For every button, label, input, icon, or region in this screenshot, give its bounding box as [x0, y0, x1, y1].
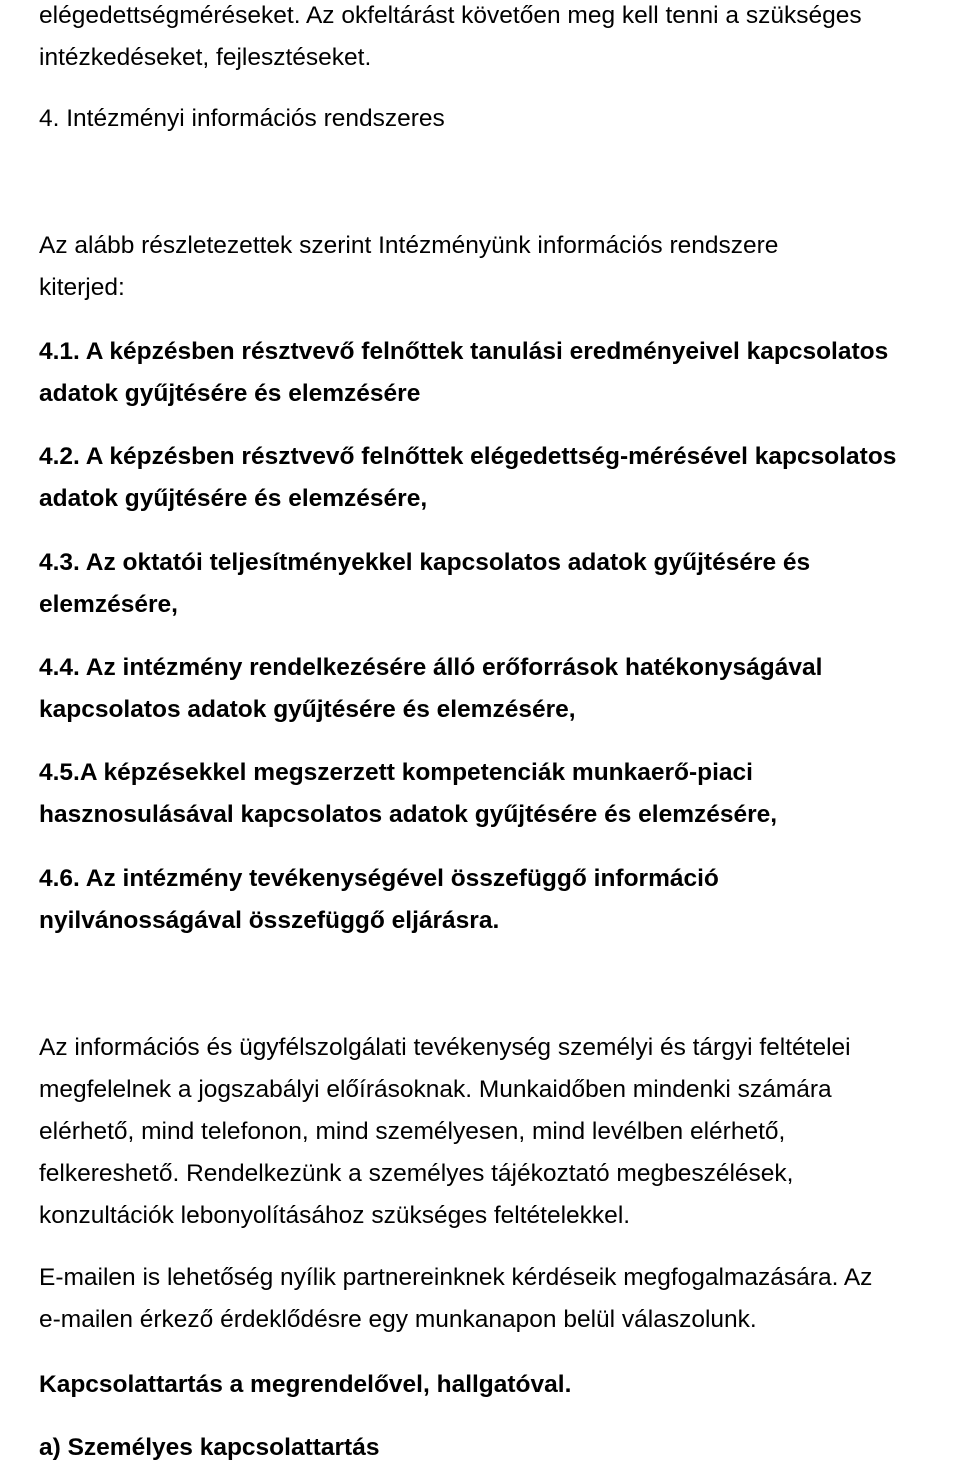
paragraph-line: e-mailen érkező érdeklődésre egy munkanapon belül válaszolunk.: [39, 1306, 757, 1333]
paragraph-line: megfelelnek a jogszabályi előírásoknak. Munkaidőben mindenki számára: [39, 1076, 832, 1103]
section-lead: [39, 225, 949, 309]
intro-line: intézkedéseket, fejlesztéseket.: [39, 44, 372, 71]
lead-line: kiterjed:: [39, 274, 125, 301]
list-item-line: kapcsolatos adatok gyűjtésére és elemzésére,: [39, 696, 576, 723]
info-service-paragraph: [39, 1027, 949, 1237]
paragraph-line: E-mailen is lehetőség nyílik partnereinknek kérdéseik megfogalmazására. Az: [39, 1264, 873, 1291]
contact-heading-block: [39, 1364, 949, 1406]
paragraph-line: elérhető, mind telefonon, mind személyesen, mind levélben elérhető,: [39, 1118, 786, 1145]
lead-line: Az alább részletezettek szerint Intézményünk információs rendszere: [39, 232, 779, 259]
contact-heading: Kapcsolattartás a megrendelővel, hallgatóval.: [39, 1371, 572, 1398]
list-item-line: 4.3. Az oktatói teljesítményekkel kapcsolatos adatok gyűjtésére és: [39, 549, 811, 576]
list-item-4-2: [39, 436, 949, 520]
intro-paragraph: [39, 0, 949, 79]
list-item-line: 4.4. Az intézmény rendelkezésére álló erőforrások hatékonyságával: [39, 654, 823, 681]
section-4-heading: 4. Intézményi információs rendszeres: [39, 105, 445, 132]
list-item-4-6: [39, 858, 949, 942]
list-item-line: 4.5.A képzésekkel megszerzett kompetenciák munkaerő-piaci: [39, 759, 753, 786]
list-item-4-1: [39, 331, 949, 415]
paragraph-line: felkereshető. Rendelkezünk a személyes tájékoztató megbeszélések,: [39, 1160, 794, 1187]
list-item-line: 4.6. Az intézmény tevékenységével összefüggő információ: [39, 865, 719, 892]
list-item-line: 4.1. A képzésben résztvevő felnőttek tanulási eredményeivel kapcsolatos: [39, 338, 889, 365]
paragraph-line: konzultációk lebonyolításához szükséges feltételekkel.: [39, 1202, 631, 1229]
subheading-personal-contact: a) Személyes kapcsolattartás: [39, 1434, 380, 1461]
email-paragraph: [39, 1257, 949, 1341]
list-item-line: elemzésére,: [39, 591, 178, 618]
list-item-4-5: [39, 752, 949, 836]
subheading-block: [39, 1427, 949, 1469]
list-item-4-3: [39, 542, 949, 626]
list-item-line: adatok gyűjtésére és elemzésére: [39, 380, 421, 407]
intro-line: elégedettségméréseket. Az okfeltárást követően meg kell tenni a szükséges: [39, 2, 862, 29]
list-item-line: nyilvánosságával összefüggő eljárásra.: [39, 907, 500, 934]
list-item-line: 4.2. A képzésben résztvevő felnőttek elégedettség-mérésével kapcsolatos: [39, 443, 897, 470]
section-heading: [39, 98, 949, 140]
list-item-line: hasznosulásával kapcsolatos adatok gyűjtésére és elemzésére,: [39, 801, 778, 828]
paragraph-line: Az információs és ügyfélszolgálati tevékenység személyi és tárgyi feltételei: [39, 1034, 851, 1061]
list-item-line: adatok gyűjtésére és elemzésére,: [39, 485, 428, 512]
list-item-4-4: [39, 647, 949, 731]
